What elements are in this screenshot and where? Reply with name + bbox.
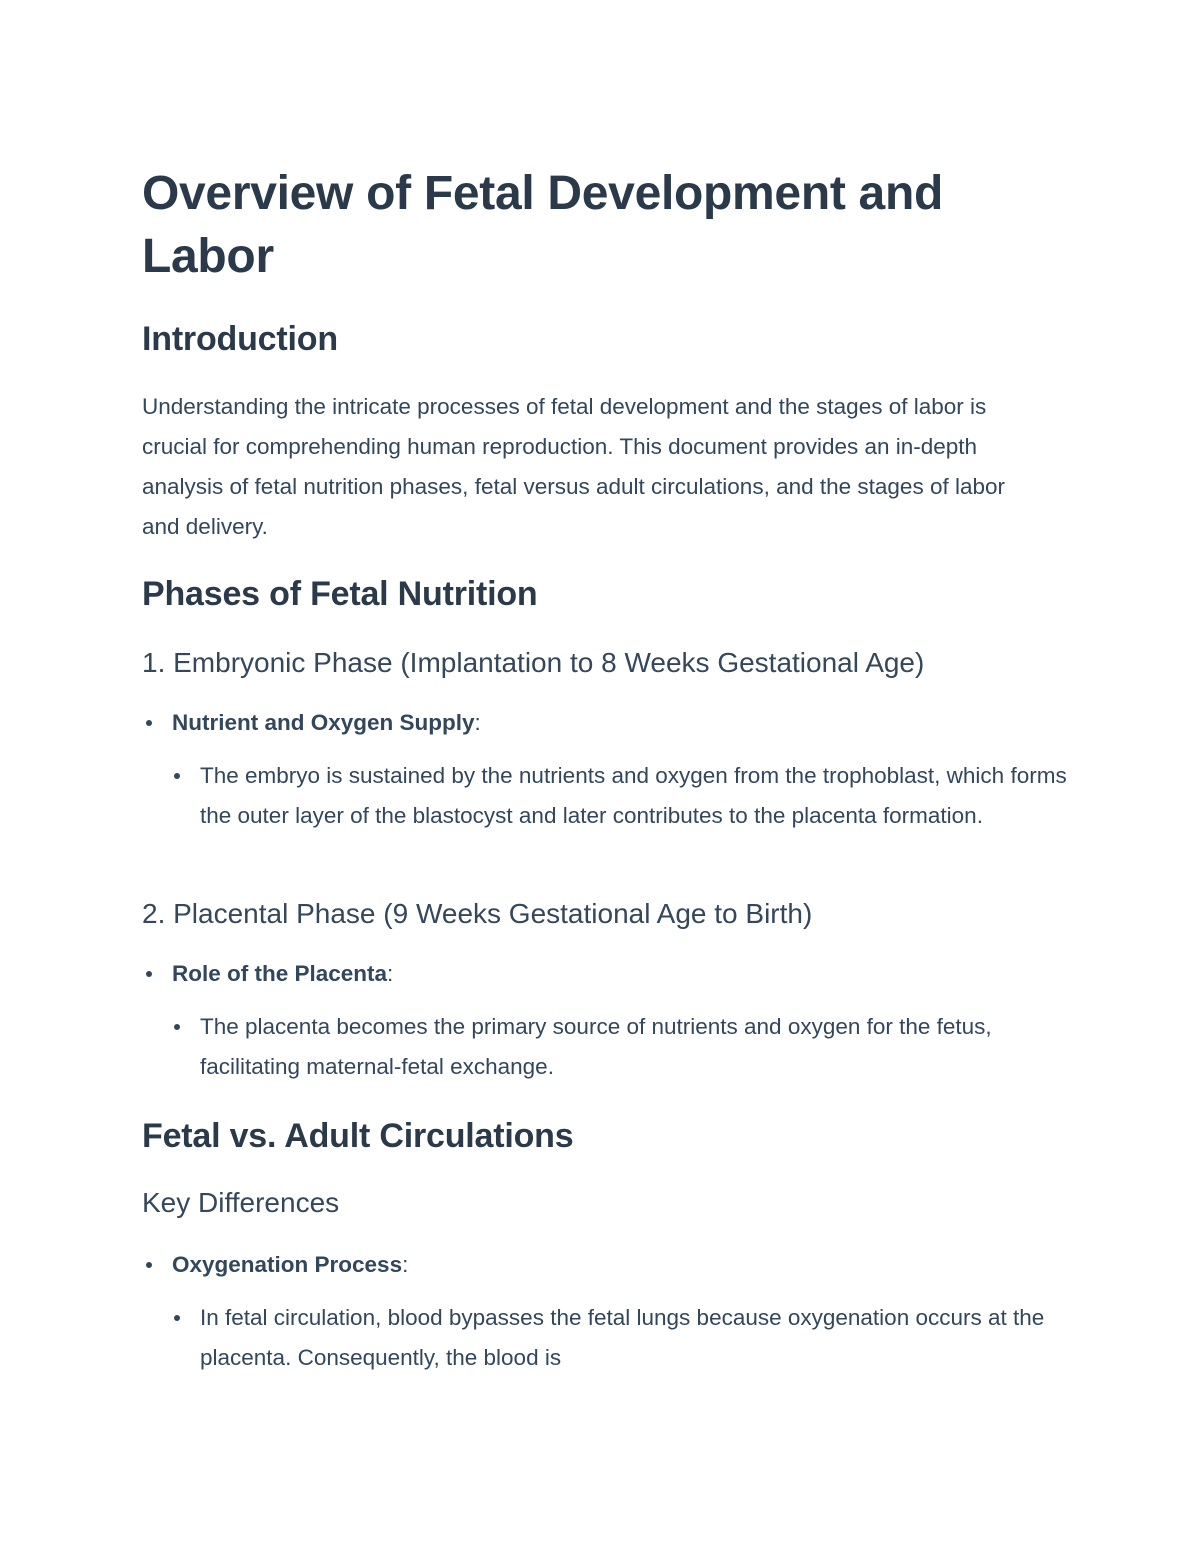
bullet-label: Nutrient and Oxygen Supply (172, 710, 475, 735)
fetal-circulation-text: In fetal circulation, blood bypasses the fetal lungs because oxygenation occurs at the placenta. Consequently, the blood is (200, 1305, 1045, 1370)
bullet-dot (146, 1262, 152, 1268)
bullet-colon: : (474, 710, 481, 735)
bullet-colon: : (402, 1252, 409, 1277)
circulation-heading: Fetal vs. Adult Circulations (142, 1117, 574, 1155)
document-page (142, 0, 1072, 1553)
embryonic-phase-heading: 1. Embryonic Phase (Implantation to 8 Weeks Gestational Age) (142, 647, 925, 678)
introduction-heading: Introduction (142, 320, 338, 358)
document-title: Overview of Fetal Development and Labor (142, 167, 943, 283)
bullet-label: Oxygenation Process (172, 1252, 403, 1277)
placenta-role-bullet (172, 954, 1042, 994)
placenta-source-text: The placenta becomes the primary source of nutrients and oxygen for the fetus, facilitating maternal-fetal exchange. (200, 1014, 992, 1079)
sub-bullet-dot (174, 773, 180, 779)
bullet-colon: : (387, 961, 394, 986)
introduction-paragraph: Understanding the intricate processes of fetal development and the stages of labor is crucial for comprehending human reproduction. This document provides an in-depth analysis of fetal nutrition phases, fetal versus adult circulations, and the stages of labor and delivery. (142, 394, 1005, 539)
sub-bullet-dot (174, 1315, 180, 1321)
bullet-dot (146, 720, 152, 726)
bullet-dot (146, 971, 152, 977)
oxygenation-process-bullet (172, 1245, 1042, 1285)
key-differences-heading: Key Differences (142, 1187, 340, 1218)
bullet-label: Role of the Placenta (172, 961, 388, 986)
embryo-sustained-text: The embryo is sustained by the nutrients and oxygen from the trophoblast, which forms the outer layer of the blastocyst and later contributes to the placenta formation. (200, 763, 1067, 828)
sub-bullet-dot (174, 1024, 180, 1030)
nutrition-heading: Phases of Fetal Nutrition (142, 575, 538, 613)
nutrient-supply-bullet (172, 703, 1042, 743)
placental-phase-heading: 2. Placental Phase (9 Weeks Gestational Age to Birth) (142, 898, 813, 929)
